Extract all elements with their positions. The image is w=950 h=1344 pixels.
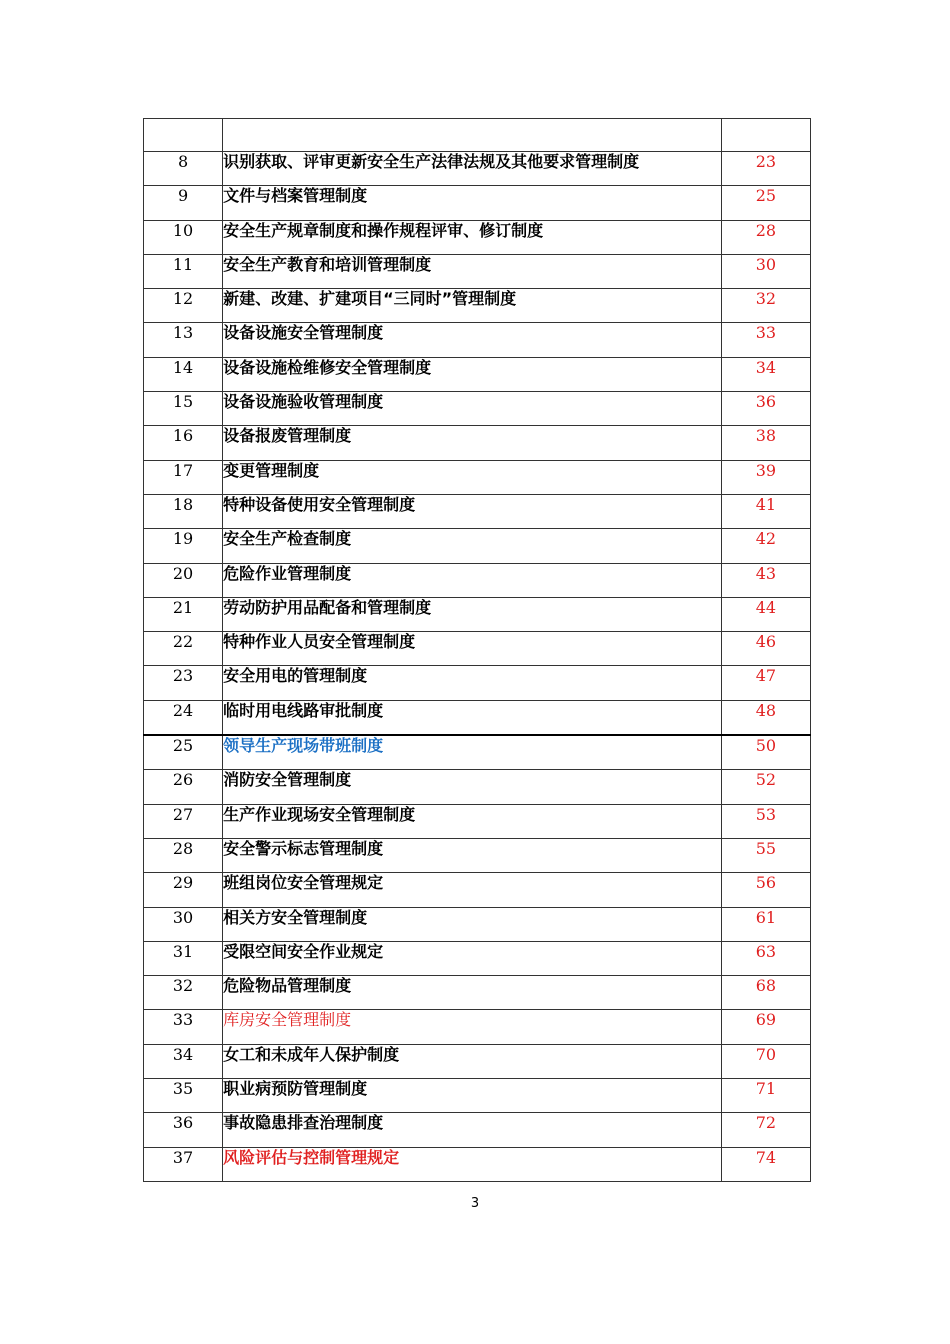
row-number: 24 <box>144 700 223 735</box>
blank-cell <box>144 119 223 152</box>
row-number: 12 <box>144 289 223 323</box>
table-row <box>144 838 811 872</box>
table-row <box>144 289 811 323</box>
row-title: 生产作业现场安全管理制度 <box>223 804 722 838</box>
row-page: 56 <box>721 873 810 907</box>
row-title: 设备设施验收管理制度 <box>223 392 722 426</box>
row-page: 52 <box>721 770 810 804</box>
row-number: 8 <box>144 152 223 186</box>
row-page: 36 <box>721 392 810 426</box>
table-row <box>144 460 811 494</box>
table-row <box>144 323 811 357</box>
row-number: 19 <box>144 529 223 563</box>
row-page: 72 <box>721 1113 810 1147</box>
row-number: 29 <box>144 873 223 907</box>
row-number: 31 <box>144 941 223 975</box>
row-title: 事故隐患排查治理制度 <box>223 1113 722 1147</box>
row-number: 21 <box>144 597 223 631</box>
row-page: 39 <box>721 460 810 494</box>
table-row <box>144 563 811 597</box>
table-row <box>144 976 811 1010</box>
table-row <box>144 152 811 186</box>
row-page: 23 <box>721 152 810 186</box>
table-row <box>144 770 811 804</box>
row-page: 30 <box>721 254 810 288</box>
row-number: 23 <box>144 666 223 700</box>
row-number: 10 <box>144 220 223 254</box>
row-title: 特种设备使用安全管理制度 <box>223 494 722 528</box>
row-title: 受限空间安全作业规定 <box>223 941 722 975</box>
toc-table <box>143 118 811 1182</box>
row-number: 26 <box>144 770 223 804</box>
table-row <box>144 1147 811 1181</box>
row-number: 37 <box>144 1147 223 1181</box>
row-page: 69 <box>721 1010 810 1044</box>
table-row <box>144 1010 811 1044</box>
row-page: 33 <box>721 323 810 357</box>
row-number: 36 <box>144 1113 223 1147</box>
table-row <box>144 804 811 838</box>
row-number: 33 <box>144 1010 223 1044</box>
row-title: 相关方安全管理制度 <box>223 907 722 941</box>
row-page: 50 <box>721 735 810 770</box>
table-row <box>144 1113 811 1147</box>
row-title: 领导生产现场带班制度 <box>223 735 722 770</box>
row-title: 安全生产检查制度 <box>223 529 722 563</box>
row-title: 变更管理制度 <box>223 460 722 494</box>
row-title: 特种作业人员安全管理制度 <box>223 632 722 666</box>
row-number: 35 <box>144 1079 223 1113</box>
row-number: 30 <box>144 907 223 941</box>
row-page: 43 <box>721 563 810 597</box>
row-page: 44 <box>721 597 810 631</box>
table-header-blank-row <box>144 119 811 152</box>
row-title: 设备报废管理制度 <box>223 426 722 460</box>
row-number: 13 <box>144 323 223 357</box>
row-page: 53 <box>721 804 810 838</box>
row-number: 27 <box>144 804 223 838</box>
row-title: 临时用电线路审批制度 <box>223 700 722 735</box>
row-number: 9 <box>144 186 223 220</box>
table-row <box>144 1079 811 1113</box>
table-row <box>144 941 811 975</box>
row-title: 识别获取、评审更新安全生产法律法规及其他要求管理制度 <box>223 152 722 186</box>
table-row <box>144 392 811 426</box>
table-row <box>144 597 811 631</box>
row-title: 危险作业管理制度 <box>223 563 722 597</box>
toc-body <box>144 119 811 1182</box>
table-row <box>144 735 811 770</box>
table-row <box>144 529 811 563</box>
row-title: 库房安全管理制度 <box>223 1010 722 1044</box>
row-page: 68 <box>721 976 810 1010</box>
table-row <box>144 220 811 254</box>
row-number: 16 <box>144 426 223 460</box>
table-row <box>144 254 811 288</box>
table-row <box>144 494 811 528</box>
row-title: 职业病预防管理制度 <box>223 1079 722 1113</box>
row-title: 安全生产规章制度和操作规程评审、修订制度 <box>223 220 722 254</box>
row-title: 安全用电的管理制度 <box>223 666 722 700</box>
row-number: 34 <box>144 1044 223 1078</box>
row-title: 女工和未成年人保护制度 <box>223 1044 722 1078</box>
row-title: 消防安全管理制度 <box>223 770 722 804</box>
table-row <box>144 1044 811 1078</box>
row-number: 18 <box>144 494 223 528</box>
row-number: 28 <box>144 838 223 872</box>
table-row <box>144 186 811 220</box>
table-row <box>144 666 811 700</box>
row-number: 32 <box>144 976 223 1010</box>
row-page: 38 <box>721 426 810 460</box>
table-row <box>144 907 811 941</box>
row-title: 劳动防护用品配备和管理制度 <box>223 597 722 631</box>
row-number: 11 <box>144 254 223 288</box>
blank-cell <box>721 119 810 152</box>
row-title: 风险评估与控制管理规定 <box>223 1147 722 1181</box>
row-page: 61 <box>721 907 810 941</box>
row-page: 48 <box>721 700 810 735</box>
row-page: 55 <box>721 838 810 872</box>
row-number: 25 <box>144 735 223 770</box>
table-row <box>144 426 811 460</box>
row-page: 41 <box>721 494 810 528</box>
table-row <box>144 700 811 735</box>
row-number: 14 <box>144 357 223 391</box>
row-page: 70 <box>721 1044 810 1078</box>
row-title: 设备设施检维修安全管理制度 <box>223 357 722 391</box>
row-page: 28 <box>721 220 810 254</box>
row-page: 32 <box>721 289 810 323</box>
row-page: 71 <box>721 1079 810 1113</box>
row-page: 34 <box>721 357 810 391</box>
row-title: 班组岗位安全管理规定 <box>223 873 722 907</box>
row-number: 20 <box>144 563 223 597</box>
row-title: 文件与档案管理制度 <box>223 186 722 220</box>
row-number: 17 <box>144 460 223 494</box>
table-row <box>144 873 811 907</box>
row-title: 设备设施安全管理制度 <box>223 323 722 357</box>
row-page: 74 <box>721 1147 810 1181</box>
table-row <box>144 632 811 666</box>
row-title: 安全警示标志管理制度 <box>223 838 722 872</box>
row-page: 63 <box>721 941 810 975</box>
row-number: 15 <box>144 392 223 426</box>
row-title: 新建、改建、扩建项目“三同时”管理制度 <box>223 289 722 323</box>
row-title: 安全生产教育和培训管理制度 <box>223 254 722 288</box>
page-number: 3 <box>470 1196 480 1211</box>
row-page: 42 <box>721 529 810 563</box>
row-page: 47 <box>721 666 810 700</box>
row-page: 46 <box>721 632 810 666</box>
row-page: 25 <box>721 186 810 220</box>
row-title: 危险物品管理制度 <box>223 976 722 1010</box>
table-row <box>144 357 811 391</box>
blank-cell <box>223 119 722 152</box>
row-number: 22 <box>144 632 223 666</box>
